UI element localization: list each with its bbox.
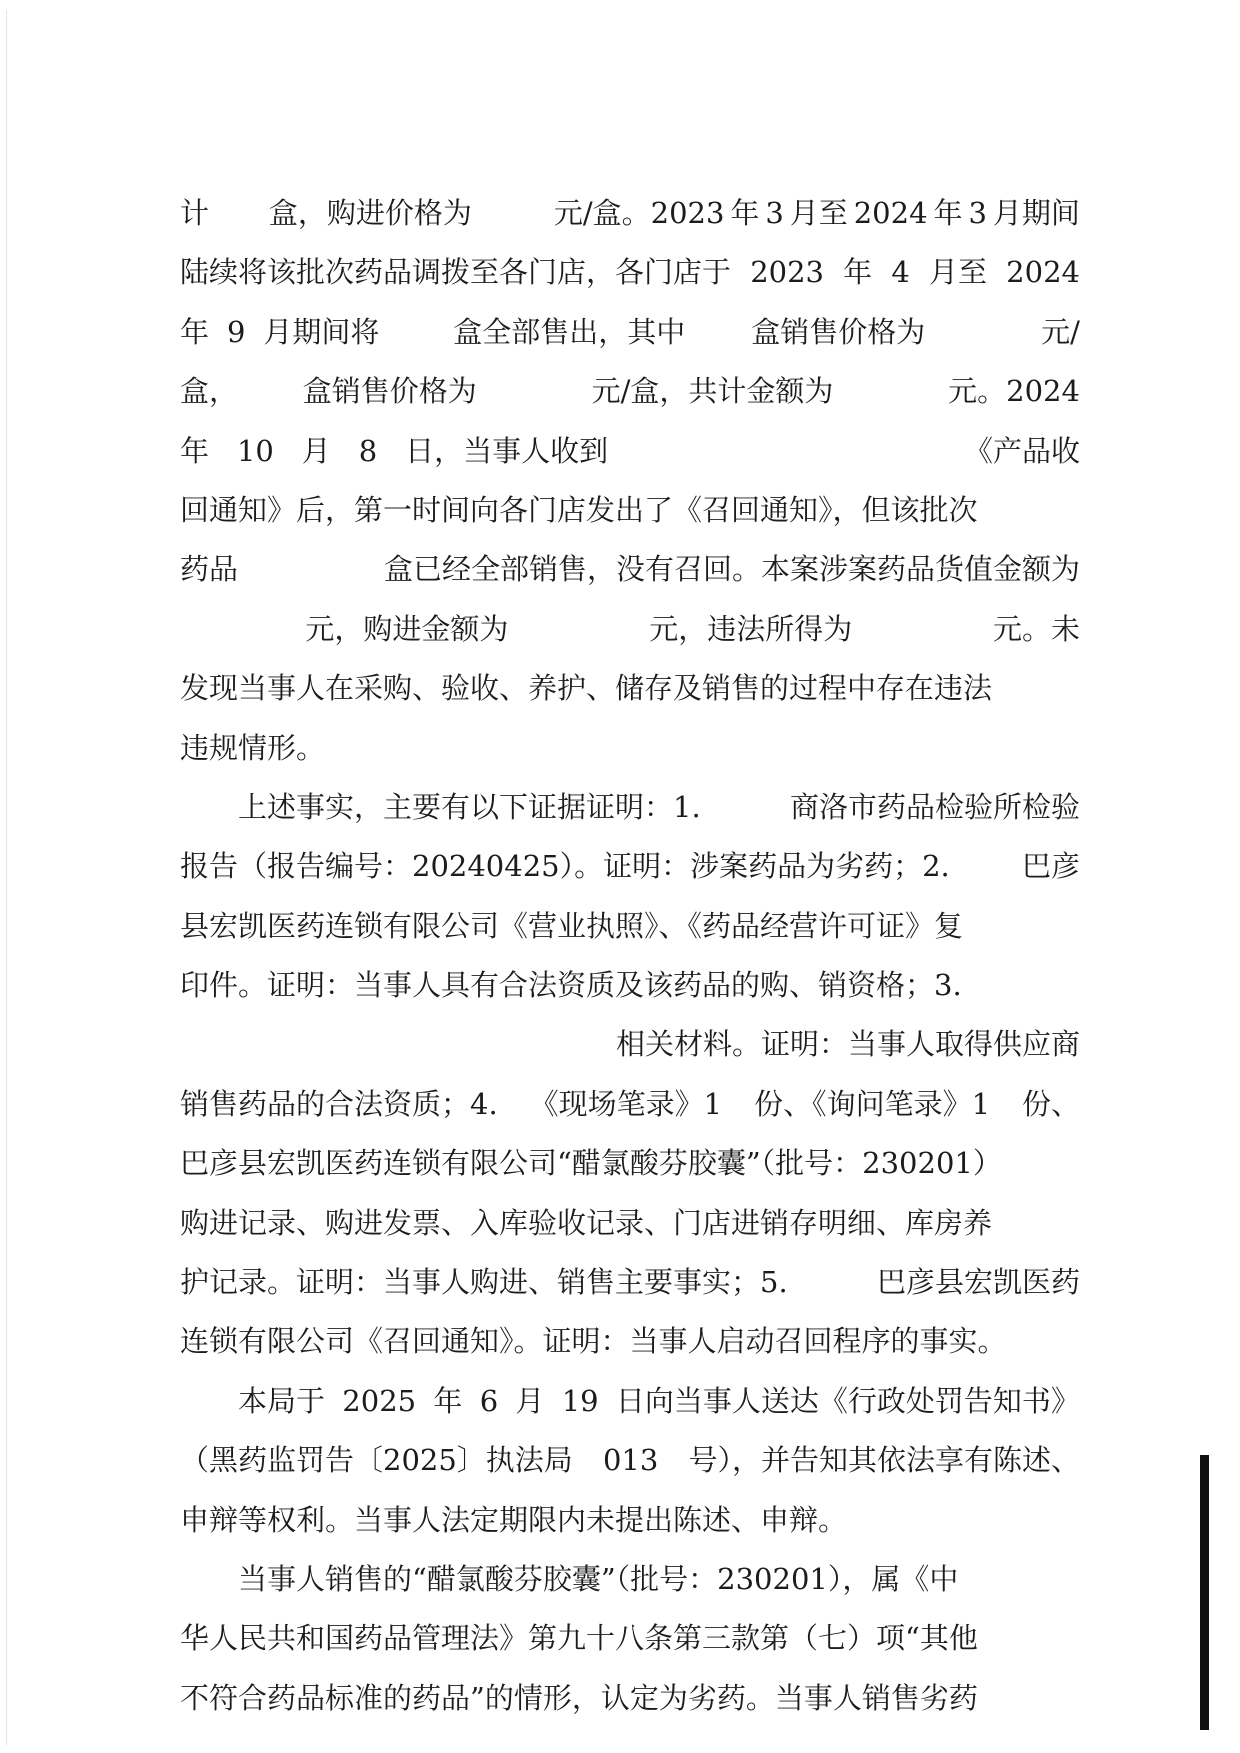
text-segment: 护记录。证明：当事人购进、销售主要事实；5. (180, 1265, 788, 1300)
text-segment: 发现当事人在采购、验收、养护、储存及销售的过程中存在违法 (180, 671, 993, 706)
text-line (180, 1491, 1080, 1550)
redaction-block (255, 367, 285, 401)
text-segment: 盒全部售出，其中 (453, 314, 686, 349)
text-segment: 9 (226, 314, 246, 349)
redaction-block (524, 605, 634, 639)
text-segment: 4 (891, 255, 910, 290)
text-segment: 份、《询问笔录》1 (754, 1086, 991, 1121)
text-segment: 年 (433, 1383, 463, 1418)
redaction-block (851, 367, 931, 401)
text-line (180, 540, 1080, 599)
text-line (180, 1015, 1080, 1074)
text-segment: 连锁有限公司《召回通知》。证明：当事人启动召回程序的事实。 (180, 1324, 1007, 1359)
text-segment: （黑药监罚告〔2025〕执法局 (180, 1443, 573, 1478)
text-line (180, 1669, 1080, 1728)
text-line (180, 1550, 1080, 1609)
text-segment: 巴彦县宏凯医药连锁有限公司“醋氯酸芬胶囊”（批号：230201） (180, 1146, 1002, 1181)
text-segment: 2024 (1006, 255, 1080, 290)
text-line (180, 659, 1080, 718)
text-line (180, 778, 1080, 837)
redaction-block (180, 1020, 290, 1054)
text-segment: 商洛市药品检验所检验 (789, 789, 1080, 824)
text-segment: 3 (968, 196, 987, 230)
text-segment: 巴彦县宏凯医药 (876, 1265, 1080, 1300)
text-line (180, 719, 1080, 778)
text-segment: 申辩等权利。当事人法定期限内未提出陈述、申辩。 (180, 1502, 848, 1537)
text-segment: 报告（报告编号：20240425）。证明：涉案药品为劣药；2. (180, 849, 950, 884)
text-segment: 盒，购进价格为 (268, 196, 472, 230)
text-segment: 月至 (928, 255, 987, 290)
text-segment: 巴彦 (1021, 849, 1080, 884)
text-segment: 元，购进金额为 (305, 611, 509, 646)
text-segment: 元/ (1041, 314, 1080, 349)
text-segment: 购进记录、购进发票、入库验收记录、门店进销存明细、库房养 (180, 1205, 993, 1240)
text-line (180, 1075, 1080, 1134)
text-segment: 上述事实，主要有以下证据证明：1. (238, 789, 701, 824)
redaction-block (636, 427, 936, 461)
text-segment: 当事人销售的“醋氯酸芬胶囊”（批号：230201），属《中 (238, 1561, 959, 1596)
paragraph (180, 184, 1080, 778)
text-segment: 013 (602, 1443, 659, 1478)
text-segment: 10 (236, 433, 274, 468)
text-segment: 县宏凯医药连锁有限公司《营业执照》、《药品经营许可证》复 (180, 908, 964, 943)
redaction-block (397, 308, 435, 342)
text-segment: 8 (358, 433, 378, 468)
text-segment: 日向当事人送达《行政处罚告知书》 (615, 1383, 1080, 1418)
text-segment: 年 (843, 255, 873, 290)
text-line (180, 956, 1080, 1015)
text-segment: 销售药品的合法资质；4. (180, 1086, 498, 1121)
text-segment: 号），并告知其依法享有陈述、 (688, 1443, 1080, 1478)
text-line (180, 303, 1080, 362)
paragraph (180, 778, 1080, 1372)
text-line (180, 362, 1080, 421)
paragraph (180, 1550, 1080, 1728)
text-segment: 月期间将 (263, 314, 380, 349)
document-body (180, 184, 1080, 1728)
text-segment: 2023 (750, 255, 824, 290)
text-segment: 2024 (853, 196, 928, 230)
text-segment: 19 (561, 1383, 599, 1418)
text-segment: 计 (180, 196, 210, 230)
text-segment: 元，违法所得为 (649, 611, 853, 646)
text-segment: 印件。证明：当事人具有合法资质及该药品的购、销资格；3. (180, 968, 962, 1003)
text-segment: 盒， (180, 374, 239, 409)
paragraph (180, 1372, 1080, 1550)
text-segment: 月 (301, 433, 331, 468)
text-segment: 年 (933, 196, 963, 230)
text-segment: 回通知》后，第一时间向各门店发出了《召回通知》，但该批次 (180, 492, 978, 527)
redaction-block (180, 605, 290, 639)
text-segment: 陆续将该批次药品调拨至各门店，各门店于 (180, 255, 732, 290)
text-segment: 盒销售价格为 (302, 374, 477, 409)
text-segment: 3 (765, 196, 784, 230)
redaction-block (215, 189, 263, 223)
text-segment: 月 (515, 1383, 545, 1418)
text-segment: 元/盒。2023 (553, 196, 725, 230)
text-line (180, 481, 1080, 540)
text-segment: 药品 (180, 552, 239, 587)
text-line (180, 1609, 1080, 1668)
text-segment: 2025 (342, 1383, 417, 1418)
text-segment: 相关材料。证明：当事人取得供应商 (615, 1027, 1080, 1062)
text-segment: 份、 (1021, 1086, 1080, 1121)
text-line (180, 1312, 1080, 1371)
text-segment: 年 (730, 196, 760, 230)
text-segment: 《现场笔录》1 (529, 1086, 723, 1121)
redaction-block (494, 367, 574, 401)
text-segment: 年 (180, 314, 210, 349)
redaction-block (868, 605, 978, 639)
text-line (180, 1431, 1080, 1490)
text-line (180, 600, 1080, 659)
scan-edge-bar (1200, 1455, 1209, 1730)
redaction-block (703, 308, 733, 342)
redaction-block (943, 308, 1023, 342)
text-line (180, 897, 1080, 956)
redaction-block (478, 189, 548, 223)
text-segment: 本局于 (238, 1383, 326, 1418)
text-line (180, 243, 1080, 302)
text-segment: 6 (479, 1383, 499, 1418)
text-segment: 月期间 (992, 196, 1080, 230)
redaction-block (291, 545, 331, 579)
text-line (180, 837, 1080, 896)
text-line (180, 1372, 1080, 1431)
text-segment: 华人民共和国药品管理法》第九十八条第三款第（七）项“其他 (180, 1621, 978, 1656)
text-segment: 元。2024 (948, 374, 1080, 409)
text-segment: 盒销售价格为 (751, 314, 926, 349)
text-segment: 日，当事人收到 (405, 433, 609, 468)
text-segment: 元/盒，共计金额为 (591, 374, 834, 409)
text-segment: 违规情形。 (180, 730, 326, 765)
text-segment: 月至 (789, 196, 848, 230)
text-segment: 盒已经全部销售，没有召回。本案涉案药品货值金额为 (383, 552, 1080, 587)
text-line (180, 1134, 1080, 1193)
text-segment: 年 (180, 433, 210, 468)
text-segment: 《产品收 (963, 433, 1080, 468)
text-segment: 元。未 (992, 611, 1080, 646)
text-line (180, 1194, 1080, 1253)
text-line (180, 184, 1080, 243)
text-line (180, 1253, 1080, 1312)
text-segment: 不符合药品标准的药品”的情形，认定为劣药。当事人销售劣药 (180, 1680, 978, 1715)
text-line (180, 422, 1080, 481)
